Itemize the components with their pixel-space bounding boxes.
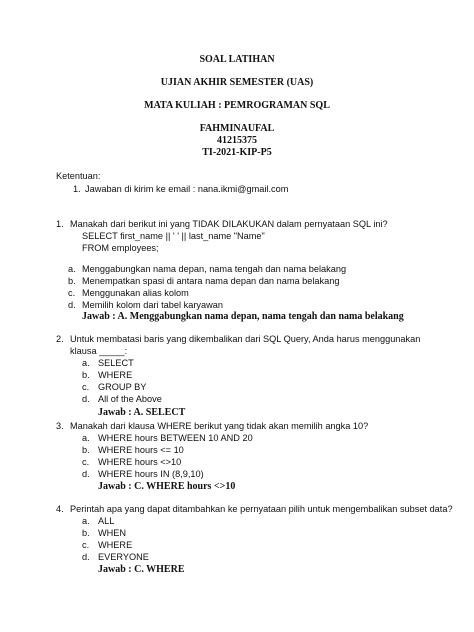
exam-name: UJIAN AKHIR SEMESTER (UAS) bbox=[160, 77, 314, 88]
question-4-option-d: EVERYONE bbox=[98, 552, 149, 562]
question-2-option-a: SELECT bbox=[98, 358, 134, 368]
question-1-option-d: Memilih kolom dari tabel karyawan bbox=[82, 300, 223, 310]
question-4-option-a-key: a. bbox=[82, 516, 90, 526]
student-name: FAHMINAUFAL bbox=[199, 123, 275, 134]
question-1-option-b-key: b. bbox=[68, 276, 76, 286]
question-4-number: 4. bbox=[56, 504, 64, 514]
question-2-option-d: All of the Above bbox=[98, 394, 162, 404]
question-3-option-b: WHERE hours <= 10 bbox=[98, 445, 184, 455]
question-1-line-3: FROM employees; bbox=[82, 243, 159, 253]
question-4-option-b-key: b. bbox=[82, 528, 90, 538]
question-4-option-d-key: d. bbox=[82, 552, 90, 562]
question-2-option-b-key: b. bbox=[82, 370, 90, 380]
question-2-answer: Jawab : A. SELECT bbox=[98, 407, 186, 418]
question-2-number: 2. bbox=[56, 334, 64, 344]
question-3-option-c: WHERE hours <>10 bbox=[98, 457, 182, 467]
question-3-option-d: WHERE hours IN (8,9,10) bbox=[98, 469, 204, 479]
question-1-answer: Jawab : A. Menggabungkan nama depan, nama tengah dan nama belakang bbox=[82, 311, 404, 322]
question-2-option-c-key: c. bbox=[82, 382, 90, 392]
question-4-option-c: WHERE bbox=[98, 540, 133, 550]
ketentuan-item-num: 1. bbox=[73, 184, 81, 194]
question-4-option-c-key: c. bbox=[82, 540, 90, 550]
question-3-line-1: Manakah dari klausa WHERE berikut yang tidak akan memilih angka 10? bbox=[70, 421, 369, 431]
ketentuan-item-text: Jawaban di kirim ke email : nana.ikmi@gmail.com bbox=[85, 184, 289, 194]
ketentuan-label: Ketentuan: bbox=[56, 171, 101, 181]
question-4-answer: Jawab : C. WHERE bbox=[98, 564, 185, 575]
doc-title: SOAL LATIHAN bbox=[199, 54, 275, 65]
question-3-option-a: WHERE hours BETWEEN 10 AND 20 bbox=[98, 433, 253, 443]
question-2-option-c: GROUP BY bbox=[98, 382, 147, 392]
question-1-option-d-key: d. bbox=[68, 300, 76, 310]
question-3-number: 3. bbox=[56, 421, 64, 431]
question-2-line-2: klausa _____: bbox=[70, 346, 128, 356]
question-4-line-1: Perintah apa yang dapat ditambahkan ke pernyataan pilih untuk mengembalikan subset data? bbox=[70, 504, 453, 514]
question-3-option-b-key: b. bbox=[82, 445, 90, 455]
question-2-line-1: Untuk membatasi baris yang dikembalikan dari SQL Query, Anda harus menggunakan bbox=[70, 334, 421, 344]
student-class: TI-2021-KIP-P5 bbox=[202, 147, 272, 158]
question-1-number: 1. bbox=[56, 219, 64, 229]
question-2-option-b: WHERE bbox=[98, 370, 133, 380]
question-1-line-1: Manakah dari berikut ini yang TIDAK DILAKUKAN dalam pernyataan SQL ini? bbox=[70, 219, 388, 229]
question-1-line-2: SELECT first_name || ' ' || last_name "Name" bbox=[82, 231, 265, 241]
question-2-option-d-key: d. bbox=[82, 394, 90, 404]
student-id: 41215375 bbox=[217, 135, 257, 146]
question-1-option-a: Menggabungkan nama depan, nama tengah dan nama belakang bbox=[82, 264, 347, 274]
question-1-option-c: Menggunakan alias kolom bbox=[82, 288, 189, 298]
question-3-option-a-key: a. bbox=[82, 433, 90, 443]
question-1-option-c-key: c. bbox=[68, 288, 76, 298]
question-4-option-b: WHEN bbox=[98, 528, 127, 538]
question-4-option-a: ALL bbox=[98, 516, 115, 526]
question-1-option-b: Menempatkan spasi di antara nama depan dan nama belakang bbox=[82, 276, 340, 286]
question-3-option-c-key: c. bbox=[82, 457, 90, 467]
question-2-option-a-key: a. bbox=[82, 358, 90, 368]
question-1-option-a-key: a. bbox=[68, 264, 76, 274]
question-3-answer: Jawab : C. WHERE hours <>10 bbox=[98, 481, 236, 492]
course-name: MATA KULIAH : PEMROGRAMAN SQL bbox=[144, 100, 330, 111]
question-3-option-d-key: d. bbox=[82, 469, 90, 479]
